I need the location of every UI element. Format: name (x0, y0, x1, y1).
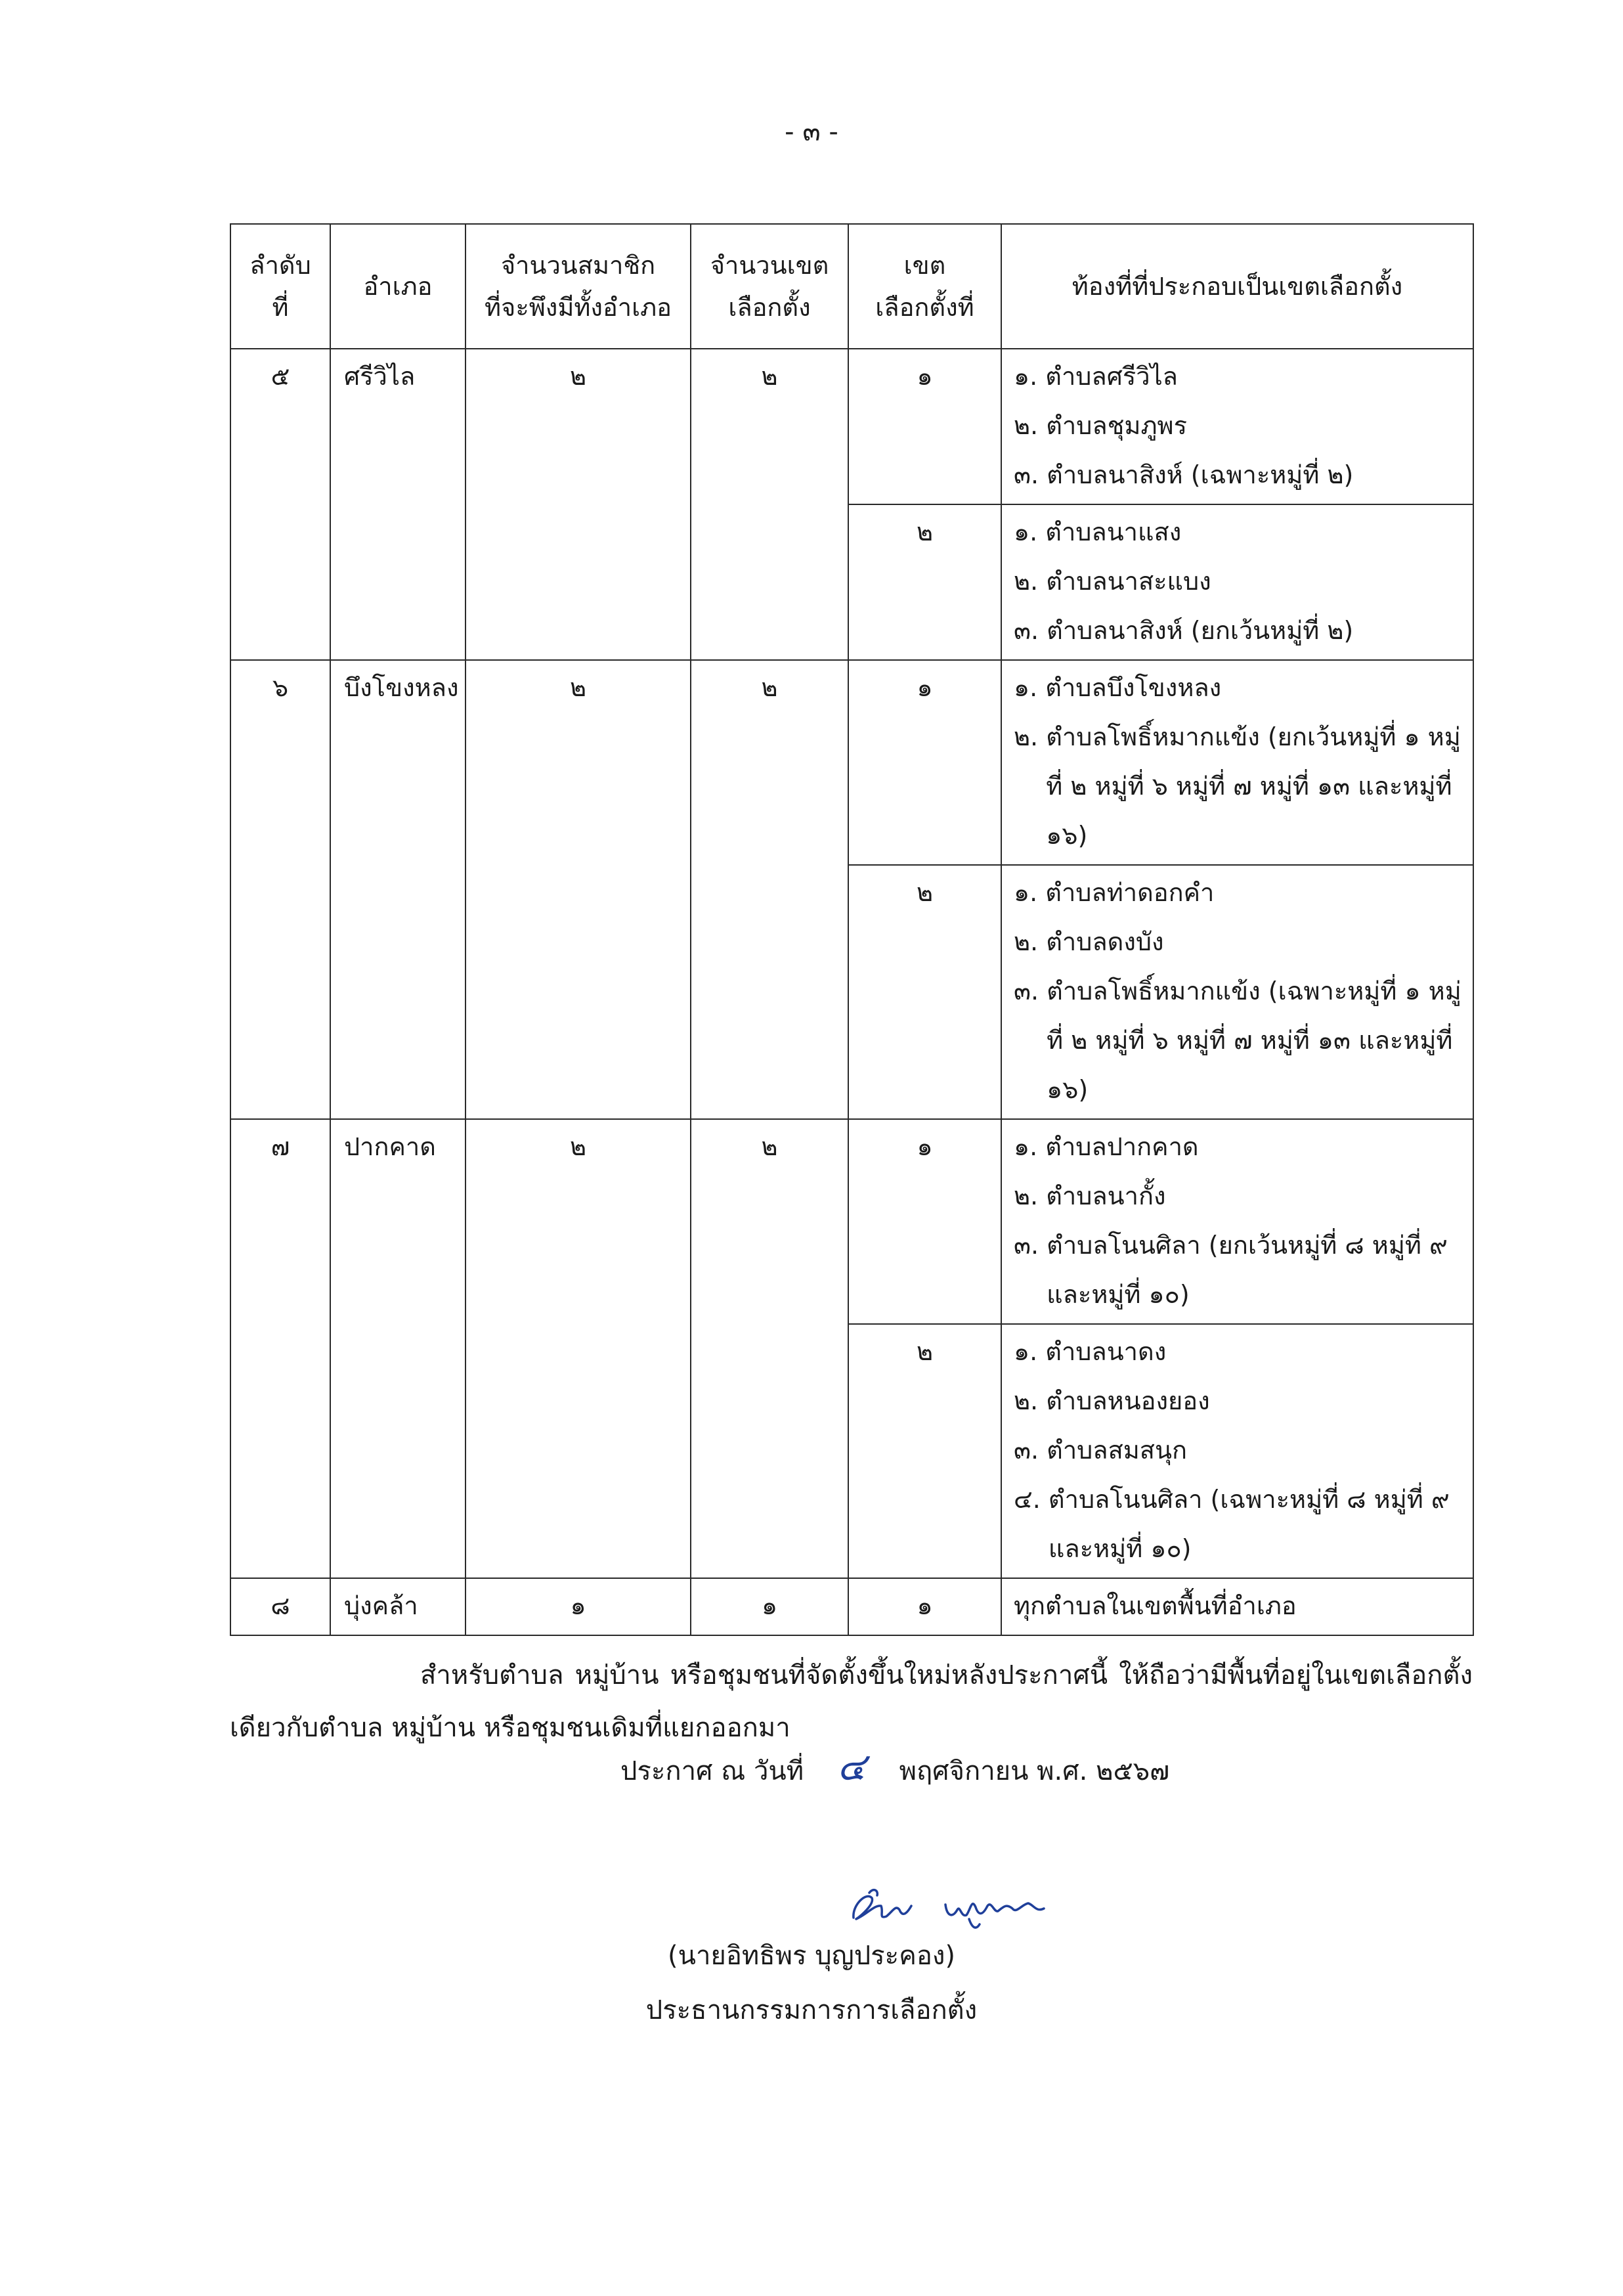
order-cell: ๖ (230, 660, 330, 1119)
announcement-month-year: พฤศจิกายน พ.ศ. ๒๕๖๗ (899, 1756, 1170, 1786)
area-item-number: ๑. (1014, 878, 1046, 907)
district-no-cell: ๑ (848, 1119, 1001, 1324)
table-body (230, 349, 1473, 1635)
announcement-day: ๔ (836, 1744, 866, 1789)
members-cell: ๒ (465, 1119, 691, 1578)
district-no-cell: ๑ (848, 660, 1001, 865)
district-no-cell: ๒ (848, 1324, 1001, 1578)
area-item (1014, 1475, 1467, 1574)
amphoe-cell: บุ่งคล้า (330, 1578, 465, 1635)
area-item (1014, 401, 1467, 451)
area-item-text: ตำบลนาแสง (1045, 518, 1182, 546)
signature-image (840, 1878, 1077, 1940)
announcement-prefix: ประกาศ ณ วันที่ (620, 1756, 804, 1786)
area-item-text: ทุกตำบลในเขตพื้นที่อำเภอ (1014, 1591, 1297, 1620)
header-amphoe: อำเภอ (330, 224, 465, 349)
area-item-text: ตำบลโนนศิลา (ยกเว้นหมู่ที่ ๘ หมู่ที่ ๙ และหมู่ที่ ๑๐) (1047, 1231, 1448, 1309)
area-item-number: ๑. (1014, 518, 1046, 546)
area-item-text: ตำบลโนนศิลา (เฉพาะหมู่ที่ ๘ หมู่ที่ ๙ และหมู่ที่ ๑๐) (1048, 1485, 1450, 1563)
electoral-district-table (230, 223, 1474, 1636)
area-item-number: ๔. (1014, 1485, 1049, 1514)
area-item (1014, 1581, 1467, 1631)
area-item (1014, 868, 1467, 917)
area-item (1014, 1377, 1467, 1426)
district-no-cell: ๑ (848, 349, 1001, 504)
area-item (1014, 663, 1467, 713)
area-item-number: ๒. (1014, 722, 1047, 751)
area-item-number: ๓. (1014, 616, 1047, 645)
num-districts-cell: ๒ (691, 660, 848, 1119)
area-item-text: ตำบลปากคาด (1045, 1132, 1199, 1161)
area-item-text: ตำบลสมสนุก (1047, 1436, 1187, 1465)
header-district-no: เขต เลือกตั้งที่ (848, 224, 1001, 349)
area-item-number: ๑. (1014, 1132, 1046, 1161)
table-header-row (230, 224, 1473, 349)
area-item (1014, 967, 1467, 1115)
areas-cell (1001, 349, 1473, 504)
area-item-text: ตำบลโพธิ์หมากแข้ง (เฉพาะหมู่ที่ ๑ หมู่ที่ ๒ หมู่ที่ ๖ หมู่ที่ ๗ หมู่ที่ ๑๓ และหมู่ที่ ๑๖) (1047, 977, 1461, 1104)
area-item-text: ตำบลหนองยอง (1046, 1386, 1210, 1415)
header-areas: ท้องที่ที่ประกอบเป็นเขตเลือกตั้ง (1001, 224, 1473, 349)
amphoe-cell: บึงโขงหลง (330, 660, 465, 1119)
num-districts-cell: ๑ (691, 1578, 848, 1635)
areas-cell (1001, 1324, 1473, 1578)
page-number: - ๓ - (785, 117, 838, 147)
order-cell: ๕ (230, 349, 330, 660)
area-item-number: ๑. (1014, 362, 1046, 391)
areas-cell (1001, 1119, 1473, 1324)
num-districts-cell: ๒ (691, 349, 848, 660)
order-cell: ๘ (230, 1578, 330, 1635)
area-item (1014, 1327, 1467, 1377)
header-order: ลำดับ ที่ (230, 224, 330, 349)
header-members: จำนวนสมาชิก ที่จะพึงมีทั้งอำเภอ (465, 224, 691, 349)
areas-cell (1001, 660, 1473, 865)
area-item-number: ๑. (1014, 1337, 1046, 1366)
area-item-number: ๓. (1014, 1231, 1047, 1260)
areas-cell (1001, 1578, 1473, 1635)
area-item-text: ตำบลโพธิ์หมากแข้ง (ยกเว้นหมู่ที่ ๑ หมู่ที่ ๒ หมู่ที่ ๖ หมู่ที่ ๗ หมู่ที่ ๑๓ และหมู่ที่ ๑๖) (1046, 722, 1461, 850)
area-item (1014, 1122, 1467, 1172)
amphoe-cell: ศรีวิไล (330, 349, 465, 660)
area-item-text: ตำบลนาดง (1045, 1337, 1167, 1366)
area-item-text: ตำบลท่าดอกคำ (1045, 878, 1215, 907)
members-cell: ๑ (465, 1578, 691, 1635)
order-cell: ๗ (230, 1119, 330, 1578)
area-item-number: ๓. (1014, 460, 1047, 489)
area-item-number: ๒. (1014, 1386, 1047, 1415)
area-item (1014, 557, 1467, 606)
area-item-number: ๒. (1014, 927, 1047, 956)
area-item-text: ตำบลศรีวิไล (1045, 362, 1178, 391)
note-paragraph (230, 1649, 1473, 1754)
area-item-text: ตำบลนาสะแบง (1046, 567, 1211, 596)
header-num-districts: จำนวนเขต เลือกตั้ง (691, 224, 848, 349)
area-item-text: ตำบลนากั้ง (1046, 1181, 1166, 1210)
area-item-text: ตำบลดงบัง (1046, 927, 1164, 956)
area-item (1014, 1221, 1467, 1319)
area-item-text: ตำบลชุมภูพร (1046, 411, 1187, 440)
table-row (230, 1578, 1473, 1635)
table-row (230, 349, 1473, 504)
area-item-text: ตำบลนาสิงห์ (ยกเว้นหมู่ที่ ๒) (1047, 616, 1354, 645)
area-item-number: ๒. (1014, 567, 1047, 596)
members-cell: ๒ (465, 660, 691, 1119)
areas-cell (1001, 865, 1473, 1119)
area-item (1014, 352, 1467, 401)
district-no-cell: ๒ (848, 504, 1001, 660)
area-item-number: ๑. (1014, 673, 1046, 702)
area-item-text: ตำบลบึงโขงหลง (1045, 673, 1222, 702)
area-item (1014, 451, 1467, 500)
num-districts-cell: ๒ (691, 1119, 848, 1578)
area-item (1014, 1426, 1467, 1475)
area-item (1014, 508, 1467, 557)
area-item-number: ๓. (1014, 977, 1047, 1005)
area-item (1014, 606, 1467, 655)
table-row (230, 660, 1473, 865)
district-no-cell: ๒ (848, 865, 1001, 1119)
note-paragraph-text: สำหรับตำบล หมู่บ้าน หรือชุมชนที่จัดตั้งขึ้นใหม่หลังประกาศนี้ ให้ถือว่ามีพื้นที่อยู่ในเขตเลือกตั้งเดียวกับตำบล หมู่บ้าน หรือชุมชนเดิมที่แยกออกมา (230, 1660, 1473, 1743)
signatory-name: (นายอิทธิพร บุญประคอง) (668, 1941, 955, 1971)
table-row (230, 1119, 1473, 1324)
members-cell: ๒ (465, 349, 691, 660)
amphoe-cell: ปากคาด (330, 1119, 465, 1578)
area-item (1014, 917, 1467, 967)
area-item-number: ๓. (1014, 1436, 1047, 1465)
area-item-number: ๒. (1014, 411, 1047, 440)
area-item (1014, 713, 1467, 860)
area-item (1014, 1172, 1467, 1221)
area-item-text: ตำบลนาสิงห์ (เฉพาะหมู่ที่ ๒) (1047, 460, 1354, 489)
areas-cell (1001, 504, 1473, 660)
announcement-date (620, 1740, 1169, 1798)
area-item-number: ๒. (1014, 1181, 1047, 1210)
district-no-cell: ๑ (848, 1578, 1001, 1635)
signatory-title: ประธานกรรมการการเลือกตั้ง (645, 1995, 978, 2025)
